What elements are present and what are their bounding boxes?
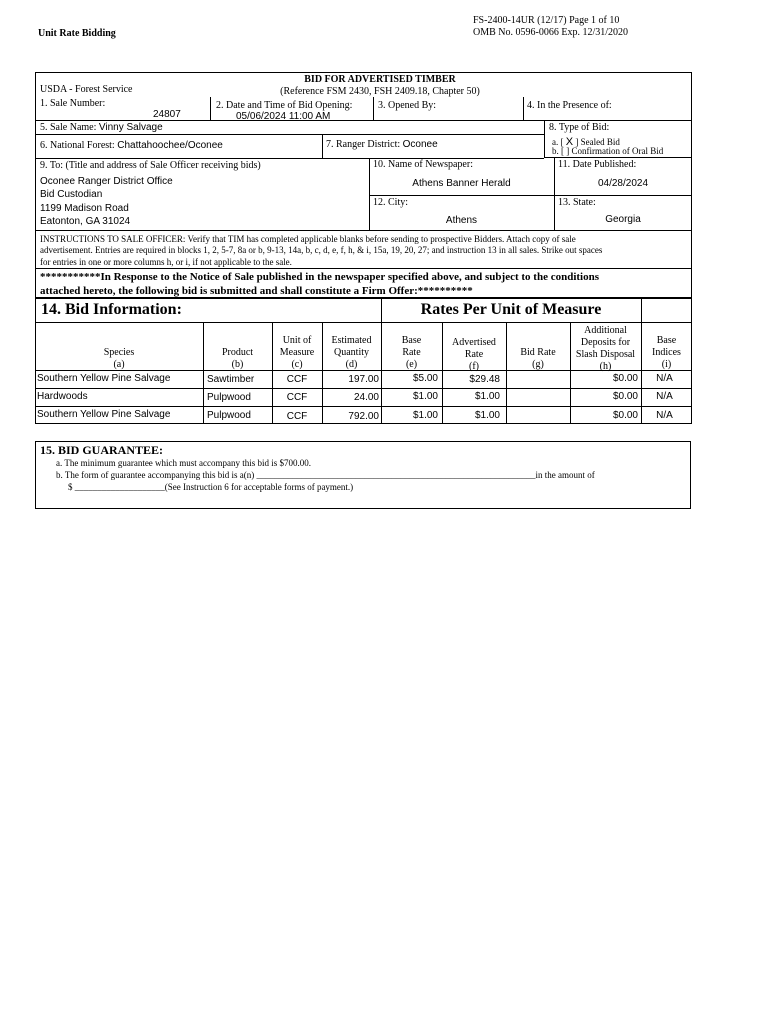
agency-name: USDA - Forest Service xyxy=(40,84,133,95)
cell-species: Southern Yellow Pine Salvage xyxy=(37,373,171,384)
cell-product: Sawtimber xyxy=(207,374,255,385)
bid-datetime-value: 05/06/2024 11:00 AM xyxy=(236,111,331,122)
omb-number: OMB No. 0596-0066 Exp. 12/31/2020 xyxy=(473,27,628,38)
col-header-species xyxy=(35,347,203,371)
form-reference: (Reference FSM 2430, FSH 2409.18, Chapter 50) xyxy=(280,86,480,97)
col-header-text: (g) xyxy=(532,359,544,370)
table-row xyxy=(0,390,770,406)
cell-slash-disposal: $0.00 xyxy=(612,373,638,384)
col-header-advertised-rate xyxy=(442,337,506,373)
cell-advertised-rate: $29.48 xyxy=(469,374,500,385)
cell-unit: CCF xyxy=(286,374,308,385)
bid-info-title: 14. Bid Information: xyxy=(41,301,182,318)
date-published-label: 11. Date Published: xyxy=(558,159,637,170)
cell-species: Southern Yellow Pine Salvage xyxy=(37,409,171,420)
col-header-text: (i) xyxy=(661,359,672,370)
opened-by-label: 3. Opened By: xyxy=(378,100,437,111)
cell-slash-disposal: $0.00 xyxy=(612,410,638,421)
ranger-district-value: Oconee xyxy=(402,139,438,150)
to-label: 9. To: (Title and address of Sale Officer receiving bids) xyxy=(40,160,261,171)
sale-officer-address xyxy=(40,175,173,228)
cell-base-indices: N/A xyxy=(656,373,673,384)
col-header-text: Quantity xyxy=(334,347,369,358)
col-header-text: (a) xyxy=(113,359,125,370)
col-header-text: (c) xyxy=(291,359,303,370)
address-line: Eatonton, GA 31024 xyxy=(40,215,131,227)
form-id: FS-2400-14UR (12/17) Page 1 of 10 xyxy=(473,15,620,26)
col-header-bid-rate xyxy=(506,347,570,371)
cell-quantity: 197.00 xyxy=(348,374,379,385)
sale-number-value: 24807 xyxy=(153,109,181,120)
cell-product: Pulpwood xyxy=(207,392,251,403)
sale-name-label-text: 5. Sale Name: xyxy=(40,122,97,133)
national-forest xyxy=(40,140,223,151)
cell-base-indices: N/A xyxy=(656,410,673,421)
newspaper-value: Athens Banner Herald xyxy=(412,178,511,189)
firm-offer-line-1: ***********In Response to the Notice of Sale published in the newspaper specified above, and subject to the conditions xyxy=(40,271,600,283)
table-row xyxy=(0,408,770,424)
national-forest-value: Chattahoochee/Oconee xyxy=(117,140,223,151)
cell-species: Hardwoods xyxy=(37,391,88,402)
col-header-text: Unit of xyxy=(282,335,312,346)
cell-quantity: 792.00 xyxy=(348,411,379,422)
col-header-text: Rate xyxy=(464,349,484,360)
sealed-bid-bracket: a. [ xyxy=(552,137,564,147)
sealed-bid-check: X xyxy=(565,136,574,148)
instructions-line: INSTRUCTIONS TO SALE OFFICER: Verify that TIM has completed applicable blanks before sending to prospective Bidders. Attach copy of sale xyxy=(40,234,576,244)
city-value: Athens xyxy=(445,215,478,226)
col-header-text: (e) xyxy=(405,359,418,370)
sale-name-label xyxy=(40,122,163,133)
ranger-district xyxy=(326,139,438,150)
instructions xyxy=(40,234,690,268)
cell-base-rate: $1.00 xyxy=(412,410,438,421)
col-header-text: Species xyxy=(103,347,135,358)
col-header-text: Base xyxy=(656,335,677,346)
col-header-text: Rate xyxy=(402,347,421,358)
cell-unit: CCF xyxy=(286,392,308,403)
col-header-text: (h) xyxy=(599,361,612,372)
col-header-unit xyxy=(272,335,322,371)
form-title: BID FOR ADVERTISED TIMBER xyxy=(304,74,456,85)
guarantee-line-b: b. The form of guarantee accompanying this bid is a(n) ______________________________________________________________in the amount of xyxy=(56,470,595,480)
col-header-text: Additional xyxy=(584,325,627,336)
oral-bid-option: b. [ ] Confirmation of Oral Bid xyxy=(552,146,664,156)
col-header-base-indices xyxy=(641,335,692,371)
col-header-text: Measure xyxy=(279,347,315,358)
col-header-text: Deposits for xyxy=(580,337,631,348)
firm-offer-line-2: attached hereto, the following bid is submitted and shall constitute a Firm Offer:********** xyxy=(40,285,473,297)
city-label: 12. City: xyxy=(373,197,409,208)
col-header-text: Indices xyxy=(652,347,681,358)
cell-base-indices: N/A xyxy=(656,391,673,402)
state-value: Georgia xyxy=(605,214,641,225)
cell-slash-disposal: $0.00 xyxy=(612,391,638,402)
state-label: 13. State: xyxy=(558,197,596,208)
col-header-text: Slash Disposal xyxy=(575,349,636,360)
col-header-text: Base xyxy=(401,335,422,346)
guarantee-line-a: a. The minimum guarantee which must accompany this bid is $700.00. xyxy=(56,458,312,468)
ranger-district-label: 7. Ranger District: xyxy=(326,139,401,150)
col-header-text: Bid Rate xyxy=(520,347,556,358)
presence-label: 4. In the Presence of: xyxy=(527,100,612,111)
bid-datetime-label: 2. Date and Time of Bid Opening: xyxy=(216,100,353,111)
col-header-text: Product xyxy=(221,347,254,358)
guarantee-line-c: $ ____________________(See Instruction 6 for acceptable forms of payment.) xyxy=(68,482,354,492)
page-header-title: Unit Rate Bidding xyxy=(38,28,116,39)
cell-advertised-rate: $1.00 xyxy=(474,410,500,421)
instructions-line: advertisement. Entries are required in blocks 1, 2, 5-7, 8a or b, 9-13, 14a, b, c, d, e, f, h, & i, 15a, 19, 20, 27; and instruction 13 in all sales. Strike out spaces xyxy=(40,245,603,256)
cell-product: Pulpwood xyxy=(207,410,251,421)
cell-base-rate: $1.00 xyxy=(412,391,438,402)
col-header-base-rate xyxy=(381,335,442,371)
national-forest-label: 6. National Forest: xyxy=(40,140,115,151)
col-header-slash-disposal xyxy=(570,325,641,373)
type-of-bid-label: 8. Type of Bid: xyxy=(549,122,610,133)
col-header-product xyxy=(203,347,272,371)
col-header-text: (d) xyxy=(345,359,358,370)
cell-unit: CCF xyxy=(286,411,308,422)
sale-number-label: 1. Sale Number: xyxy=(40,98,106,109)
rates-per-unit-title: Rates Per Unit of Measure xyxy=(420,301,602,318)
bid-guarantee-title: 15. BID GUARANTEE: xyxy=(40,443,164,457)
instructions-line: for entries in one or more columns h, or i, if not applicable to the sale. xyxy=(40,256,292,267)
table-row xyxy=(0,372,770,388)
col-header-quantity xyxy=(322,335,381,371)
col-header-text: (f) xyxy=(469,361,479,372)
col-header-text: Advertised xyxy=(452,337,496,348)
date-published-value: 04/28/2024 xyxy=(597,178,649,189)
address-line: Oconee Ranger District Office xyxy=(40,176,173,187)
cell-base-rate: $5.00 xyxy=(412,373,438,384)
sale-name-value: Vinny Salvage xyxy=(98,122,163,133)
address-line: 1199 Madison Road xyxy=(40,202,129,214)
col-header-text: (b) xyxy=(231,359,244,370)
address-line: Bid Custodian xyxy=(40,189,103,201)
cell-quantity: 24.00 xyxy=(353,392,379,403)
col-header-text: Estimated xyxy=(331,335,372,346)
cell-advertised-rate: $1.00 xyxy=(474,391,500,402)
newspaper-label: 10. Name of Newspaper: xyxy=(373,159,473,170)
sealed-bid-label: ] Sealed Bid xyxy=(575,137,620,147)
